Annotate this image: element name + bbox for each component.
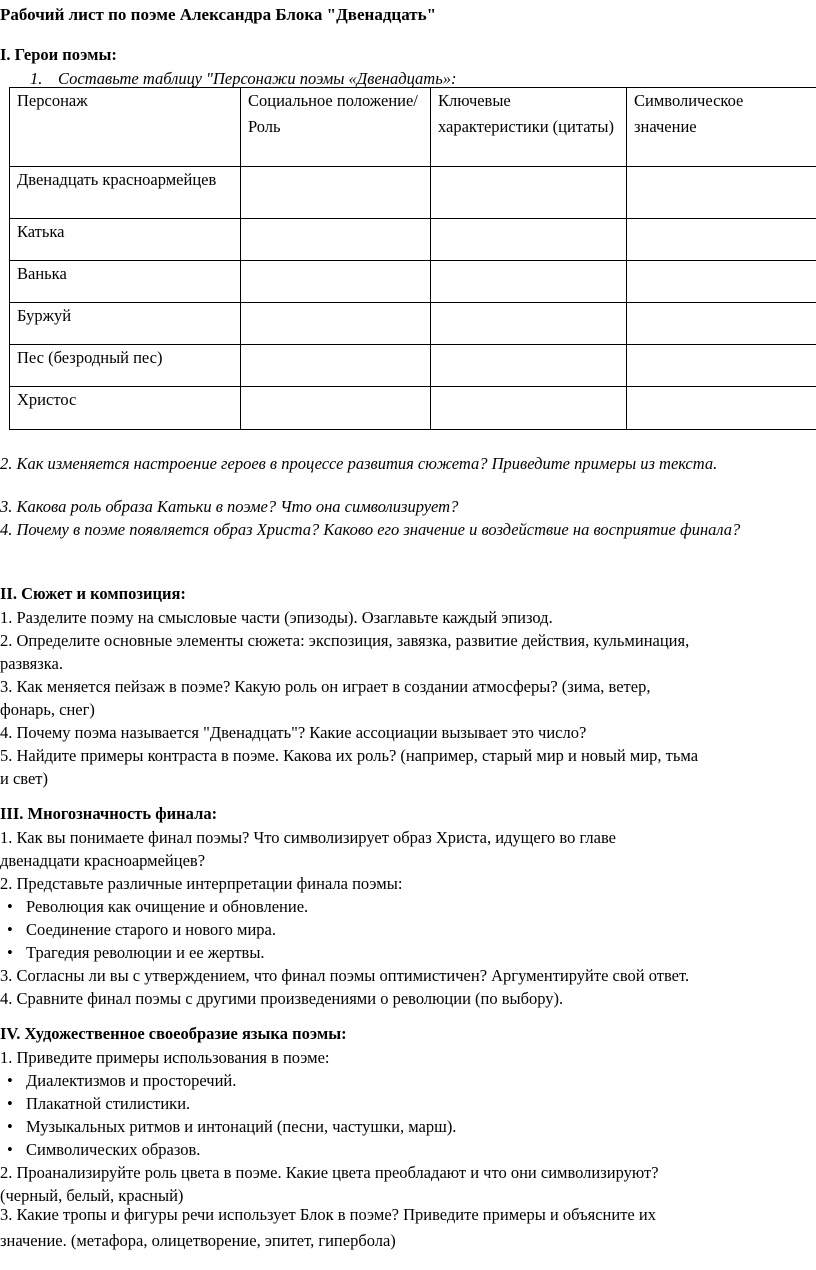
text-line: 3. Как меняется пейзаж в поэме? Какую роль он играет в создании атмосферы? (зима, ветер,: [0, 677, 651, 696]
text-line: 2. Представьте различные интерпретации финала поэмы:: [0, 874, 403, 893]
task-1-number: 1.: [30, 69, 43, 88]
character-name: Пес (безродный пес): [10, 345, 241, 387]
section-4-heading: IV. Художественное своеобразие языка поэмы:: [0, 1024, 347, 1043]
table-row: [10, 261, 816, 303]
empty-cell: [431, 261, 627, 303]
text-line: фонарь, снег): [0, 700, 95, 719]
character-name: Катька: [10, 219, 241, 261]
text-line: 2. Определите основные элементы сюжета: экспозиция, завязка, развитие действия, кульминация,: [0, 631, 690, 650]
text-line: 3. Согласны ли вы с утверждением, что финал поэмы оптимистичен? Аргументируйте свой ответ.: [0, 966, 690, 985]
table-row: [10, 303, 816, 345]
list-item: • Соединение старого и нового мира.: [7, 920, 277, 939]
list-item: • Символических образов.: [7, 1140, 201, 1159]
bullet-icon: •: [7, 1117, 13, 1136]
text-line: 1. Приведите примеры использования в поэме:: [0, 1048, 330, 1067]
table-row: [10, 345, 816, 387]
list-item: • Диалектизмов и просторечий.: [7, 1071, 237, 1090]
question-3: 3. Какова роль образа Катьки в поэме? Что она символизирует?: [0, 497, 459, 516]
empty-cell: [431, 303, 627, 345]
empty-cell: [241, 387, 431, 430]
header-character: Персонаж: [10, 88, 241, 167]
empty-cell: [431, 387, 627, 430]
section-4-body-end: [0, 1202, 814, 1254]
empty-cell: [241, 167, 431, 219]
bullet-icon: •: [7, 1094, 13, 1113]
section-2-body: [0, 606, 814, 790]
header-social-role: Социальное положение/Роль: [241, 88, 431, 167]
empty-cell: [241, 345, 431, 387]
header-key-traits: Ключевые характеристики (цитаты): [431, 88, 627, 167]
empty-cell: [627, 167, 816, 219]
text-line: двенадцати красноармейцев?: [0, 851, 206, 870]
bullet-icon: •: [7, 1071, 13, 1090]
table-header-row: [10, 88, 816, 167]
table-row: [10, 387, 816, 430]
text-line: 4. Сравните финал поэмы с другими произведениями о революции (по выбору).: [0, 989, 564, 1008]
character-name: Двенадцать красноармейцев: [10, 167, 241, 219]
task-1: [30, 69, 456, 89]
text-line: 3. Какие тропы и фигуры речи использует Блок в поэме? Приведите примеры и объясните их: [0, 1205, 656, 1224]
empty-cell: [627, 387, 816, 430]
table-row: [10, 219, 816, 261]
question-4: 4. Почему в поэме появляется образ Христа? Каково его значение и воздействие на восприятие финала?: [0, 520, 741, 539]
empty-cell: [241, 261, 431, 303]
list-item: • Плакатной стилистики.: [7, 1094, 191, 1113]
list-item: • Революция как очищение и обновление.: [7, 897, 309, 916]
text-line: 2. Проанализируйте роль цвета в поэме. Какие цвета преобладают и что они символизируют?: [0, 1163, 659, 1182]
text-line: и свет): [0, 769, 49, 788]
text-line: 1. Разделите поэму на смысловые части (эпизоды). Озаглавьте каждый эпизод.: [0, 608, 553, 627]
section-4-body: [0, 1046, 814, 1207]
bullet-icon: •: [7, 1140, 13, 1159]
text-line: значение. (метафора, олицетворение, эпитет, гипербола): [0, 1231, 396, 1250]
header-symbolic-meaning: Символическое значение: [627, 88, 816, 167]
worksheet-title: Рабочий лист по поэме Александра Блока "Двенадцать": [0, 5, 437, 24]
section-2-heading: II. Сюжет и композиция:: [0, 584, 186, 603]
text-line: развязка.: [0, 654, 63, 673]
task-1-text: Составьте таблицу "Персонажи поэмы «Двенадцать»:: [58, 69, 457, 88]
bullet-icon: •: [7, 943, 13, 962]
empty-cell: [241, 303, 431, 345]
empty-cell: [627, 303, 816, 345]
empty-cell: [627, 345, 816, 387]
empty-cell: [627, 219, 816, 261]
text-line: (черный, белый, красный): [0, 1186, 184, 1205]
text-line: 1. Как вы понимаете финал поэмы? Что символизирует образ Христа, идущего во главе: [0, 828, 616, 847]
empty-cell: [431, 167, 627, 219]
table-row: [10, 167, 816, 219]
section-1-heading: I. Герои поэмы:: [0, 45, 117, 64]
list-item: • Музыкальных ритмов и интонаций (песни, частушки, марш).: [7, 1117, 457, 1136]
bullet-icon: •: [7, 920, 13, 939]
text-line: 5. Найдите примеры контраста в поэме. Какова их роль? (например, старый мир и новый мир, тьма: [0, 746, 699, 765]
characters-table: [9, 87, 816, 430]
empty-cell: [431, 219, 627, 261]
empty-cell: [241, 219, 431, 261]
section-3-heading: III. Многозначность финала:: [0, 804, 218, 823]
character-name: Буржуй: [10, 303, 241, 345]
bullet-icon: •: [7, 897, 13, 916]
text-line: 4. Почему поэма называется "Двенадцать"? Какие ассоциации вызывает это число?: [0, 723, 587, 742]
section-3-body: [0, 826, 814, 1010]
question-2: 2. Как изменяется настроение героев в процессе развития сюжета? Приведите примеры из текста.: [0, 454, 718, 473]
empty-cell: [627, 261, 816, 303]
empty-cell: [431, 345, 627, 387]
list-item: • Трагедия революции и ее жертвы.: [7, 943, 265, 962]
character-name: Ванька: [10, 261, 241, 303]
character-name: Христос: [10, 387, 241, 430]
